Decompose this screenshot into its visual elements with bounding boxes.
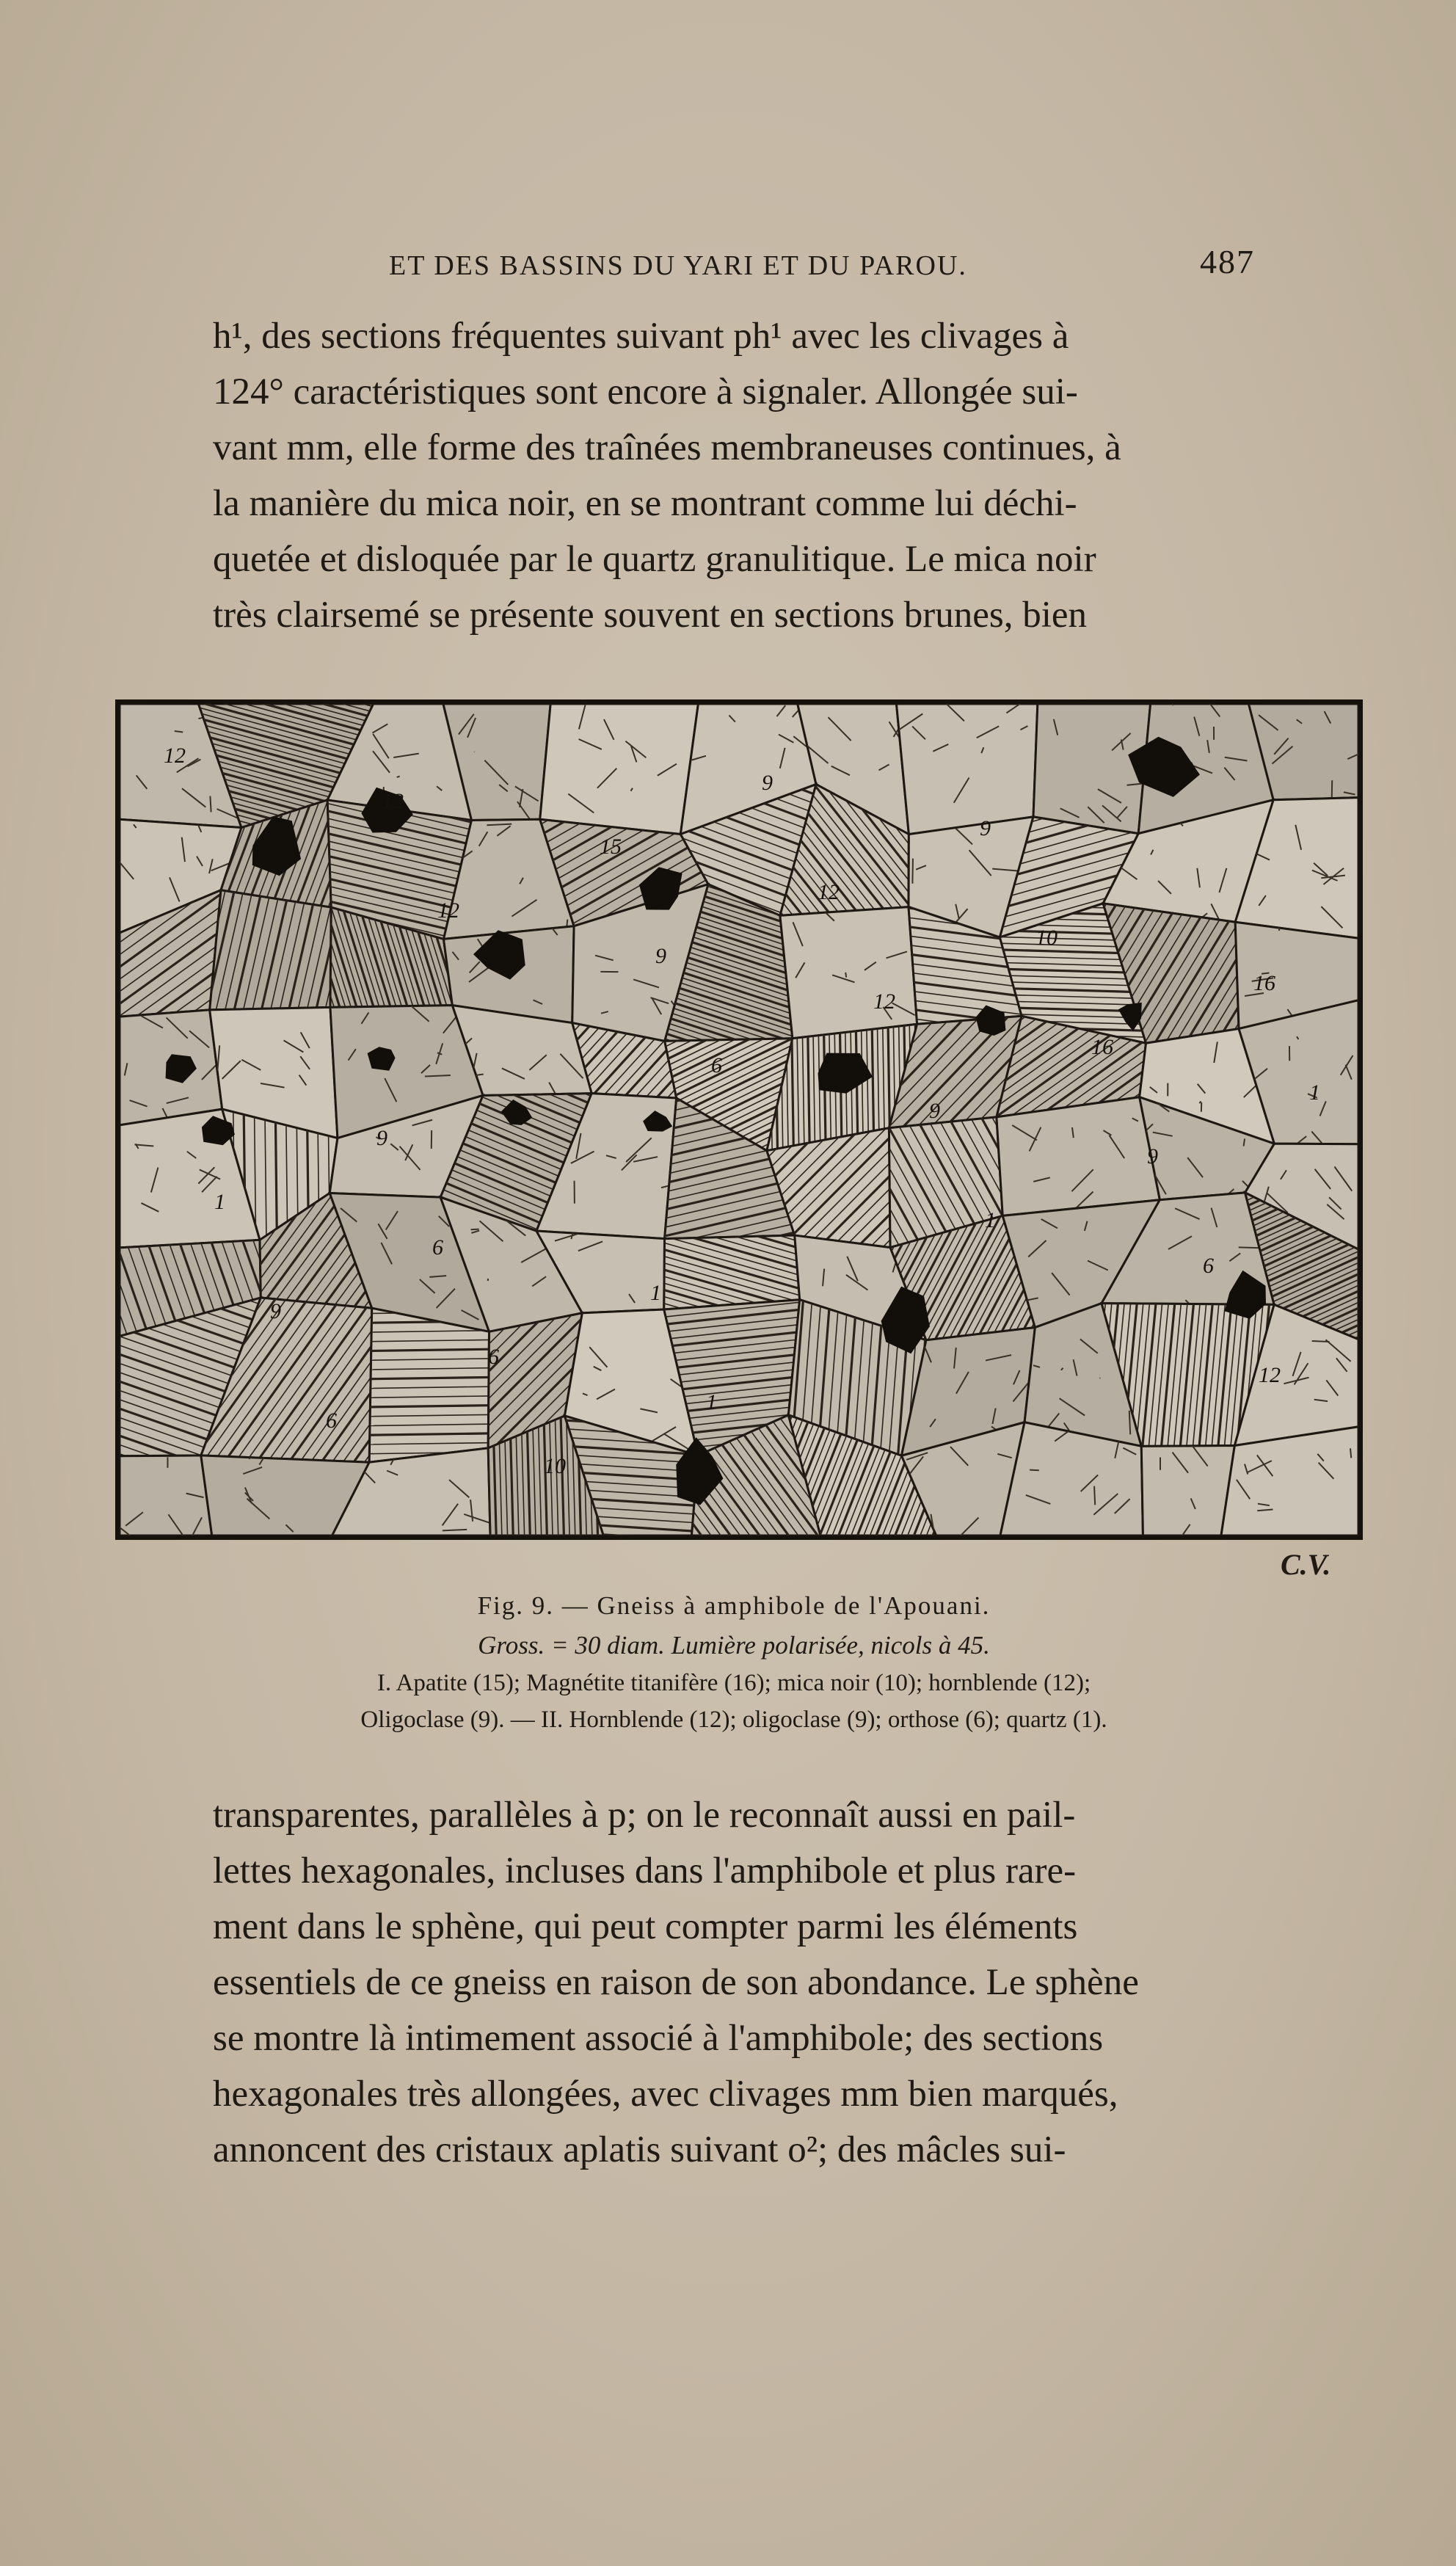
mineral-number-label: 1 bbox=[1309, 1080, 1320, 1105]
figure-caption-magnification: Gross. = 30 diam. Lumière polarisée, nicols à 45. bbox=[478, 1631, 990, 1660]
mineral-grain bbox=[664, 1235, 800, 1309]
text-line: la manière du mica noir, en se montrant comme lui déchi- bbox=[213, 483, 1077, 524]
text-line: se montre là intimement associé à l'amphibole; des sections bbox=[213, 2018, 1104, 2059]
mineral-number-label: 1 bbox=[650, 1281, 661, 1305]
text-line: vant mm, elle forme des traînées membraneuses continues, à bbox=[213, 427, 1121, 468]
mineral-number-label: 9 bbox=[1147, 1144, 1158, 1168]
mineral-number-label: 6 bbox=[488, 1345, 499, 1369]
mineral-number-label: 12 bbox=[164, 744, 186, 768]
mineral-number-label: 9 bbox=[980, 816, 991, 840]
mineral-number-label: 10 bbox=[544, 1454, 566, 1478]
mineral-number-label: 6 bbox=[326, 1409, 337, 1433]
mineral-number-label: 6 bbox=[1203, 1254, 1214, 1278]
body-text-bottom bbox=[213, 1787, 1255, 2178]
text-line: transparentes, parallèles à p; on le reconnaît aussi en pail- bbox=[213, 1795, 1076, 1836]
mineral-number-label: 12 bbox=[818, 880, 840, 904]
text-line: quetée et disloquée par le quartz granulitique. Le mica noir bbox=[213, 539, 1096, 580]
figure-caption-legend-2: Oligoclase (9). — II. Hornblende (12); oligoclase (9); orthose (6); quartz (1). bbox=[360, 1707, 1107, 1733]
mineral-number-label: 1 bbox=[214, 1190, 225, 1214]
mineral-grain bbox=[780, 907, 917, 1039]
mineral-number-label: 12 bbox=[382, 789, 404, 813]
text-line: essentiels de ce gneiss en raison de son abondance. Le sphène bbox=[213, 1962, 1139, 2003]
mineral-grain bbox=[896, 704, 1037, 835]
mineral-number-label: 12 bbox=[1259, 1363, 1281, 1387]
mineral-number-label: 9 bbox=[762, 771, 773, 795]
mineral-number-label: 9 bbox=[655, 944, 666, 968]
mineral-number-label: 12 bbox=[873, 989, 895, 1014]
text-line: lettes hexagonales, incluses dans l'amphibole et plus rare- bbox=[213, 1850, 1077, 1891]
mineral-number-label: 16 bbox=[1253, 971, 1275, 995]
mineral-number-label: 16 bbox=[1091, 1035, 1113, 1059]
figure-caption-legend-1: I. Apatite (15); Magnétite titanifère (16); mica noir (10); hornblende (12); bbox=[376, 1670, 1091, 1696]
figure-caption-title: Fig. 9. — Gneiss à amphibole de l'Apouani. bbox=[477, 1591, 991, 1620]
mineral-number-label: 9 bbox=[270, 1299, 281, 1323]
mineral-grain bbox=[1033, 704, 1151, 834]
mineral-number-label: 9 bbox=[376, 1126, 387, 1150]
text-line: h¹, des sections fréquentes suivant ph¹ avec les clivages à bbox=[213, 316, 1069, 357]
text-line: ment dans le sphène, qui peut compter parmi les éléments bbox=[213, 1906, 1078, 1947]
mineral-number-label: 10 bbox=[1035, 926, 1058, 950]
mineral-number-label: 6 bbox=[432, 1235, 443, 1260]
running-title: ET DES BASSINS DU YARI ET DU PAROU. bbox=[389, 250, 967, 281]
artist-signature: C.V. bbox=[1281, 1548, 1331, 1581]
text-line: très clairsemé se présente souvent en sections brunes, bien bbox=[213, 595, 1088, 636]
body-text-top bbox=[213, 308, 1255, 643]
mineral-grain bbox=[997, 1097, 1160, 1216]
text-line: hexagonales très allongées, avec clivages mm bien marqués, bbox=[213, 2073, 1118, 2115]
mineral-number-label: 1 bbox=[706, 1390, 717, 1414]
mineral-number-label: 12 bbox=[437, 898, 459, 923]
micrograph-drawing bbox=[120, 704, 1358, 1535]
text-line: annoncent des cristaux aplatis suivant o²; des mâcles sui- bbox=[213, 2129, 1066, 2170]
mineral-grain bbox=[1141, 1446, 1234, 1535]
text-line: 124° caractéristiques sont encore à signaler. Allongée sui- bbox=[213, 371, 1078, 412]
mineral-number-label: 9 bbox=[929, 1099, 940, 1123]
mineral-number-label: 6 bbox=[711, 1053, 722, 1077]
page-header bbox=[389, 242, 1255, 294]
mineral-number-label: 15 bbox=[600, 835, 622, 859]
page-number: 487 bbox=[1200, 243, 1255, 280]
thin-section-figure bbox=[115, 699, 1363, 1540]
mineral-number-label: 1 bbox=[985, 1208, 996, 1232]
mineral-grain bbox=[540, 704, 699, 835]
